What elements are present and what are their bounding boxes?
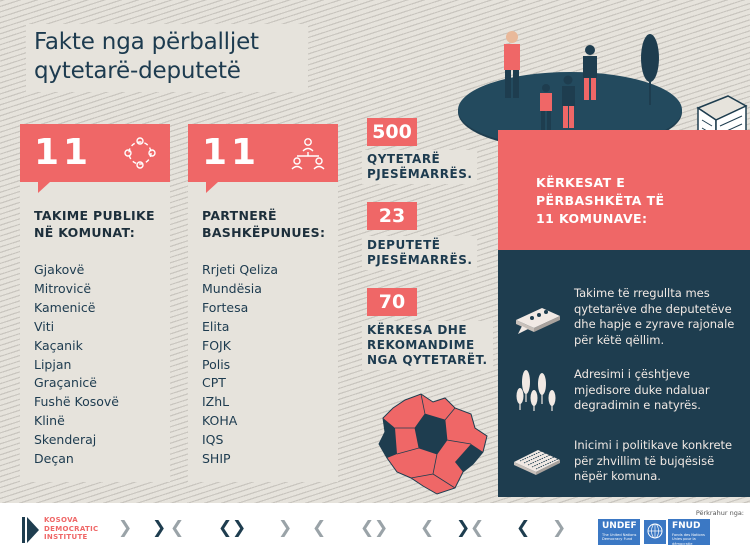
chevron-right-icon: ❯ [374, 518, 389, 538]
supported-by-label: Përkrahur nga: [695, 509, 744, 517]
common-requests-title: KËRKESAT E PËRBASHKËTA TË 11 KOMUNAVE: [536, 175, 665, 226]
chevron-left-icon: ❮ [420, 518, 435, 538]
common-requests-header [498, 130, 750, 250]
deputies-label: DEPUTETË PJESËMARRËS. [362, 236, 477, 270]
list-item: Gjakovë [34, 262, 85, 277]
list-item: Rrjeti Qeliza [202, 262, 279, 277]
chevron-left-icon: ❮ [218, 518, 233, 538]
list-item: Viti [34, 318, 55, 334]
partners-card [188, 124, 338, 482]
chevron-left-icon: ❮ [516, 518, 531, 538]
list-item: Fortesa [202, 299, 249, 315]
chevron-right-icon: ❯ [278, 518, 293, 538]
request-item-3: Inicimi i politikave konkrete për zhvillim të bujqësisë nëpër komuna. [574, 438, 733, 483]
list-item: Kaçanik [34, 337, 83, 353]
undef-logo: UNDEF The United Nations Democracy Fund [598, 519, 640, 545]
deputies-count: 23 [367, 202, 417, 230]
farm-field-icon [512, 440, 562, 476]
list-item: Mitrovicë [34, 280, 92, 296]
fnud-logo: FNUD Fonds des Nations Unies pour la démocratie [668, 519, 710, 545]
list-item: Skenderaj [34, 432, 97, 448]
un-emblem-icon [644, 520, 666, 544]
list-item: IZhL [202, 394, 230, 410]
list-item: Klinë [34, 413, 65, 429]
footer [0, 503, 750, 555]
meetings-count: 11 [34, 132, 93, 173]
people-circle-icon [122, 135, 158, 171]
title-box [26, 24, 308, 92]
list-item: Graçanicë [34, 375, 97, 391]
municipality-list [34, 261, 119, 469]
title-line-2: qytetarë-deputetë [34, 58, 241, 84]
partner-list [202, 261, 278, 469]
list-item: Fushë Kosovë [34, 394, 119, 410]
list-item: IQS [202, 432, 224, 448]
request-item-1: Takime të rregullta mes qytetarëve dhe deputetëve dhe hapje e zyrave rajonale për këtë qëllim. [574, 286, 735, 347]
page-title [34, 28, 300, 86]
list-item: KOHA [202, 413, 238, 429]
partners-card-header [188, 124, 338, 182]
requests-count: 70 [367, 288, 417, 316]
chevron-left-icon: ❮ [360, 518, 375, 538]
list-item: SHIP [202, 451, 231, 467]
meetings-card [20, 124, 170, 482]
citizens-count: 500 [367, 118, 417, 146]
citizens-label: QYTETARË PJESËMARRËS. [362, 150, 477, 184]
list-item: Mundësia [202, 280, 262, 296]
common-requests-list [498, 250, 750, 497]
list-item: Kamenicë [34, 299, 96, 315]
chevron-left-icon: ❮ [470, 518, 485, 538]
chevron-right-icon: ❯ [152, 518, 167, 538]
requests-label: KËRKESA DHE REKOMANDIME NGA QYTETARËT. [362, 321, 493, 370]
partners-title: PARTNERË BASHKËPUNUES: [202, 208, 326, 240]
list-item: Lipjan [34, 356, 72, 372]
list-item: Elita [202, 318, 230, 334]
list-item: CPT [202, 375, 226, 391]
chevron-right-icon: ❯ [118, 518, 133, 538]
title-line-1: Fakte nga përballjet [34, 29, 259, 55]
chevron-right-icon: ❯ [232, 518, 247, 538]
chevron-right-icon: ❯ [552, 518, 567, 538]
kdi-logo-text: KOSOVA DEMOCRATIC INSTITUTE [44, 516, 99, 541]
network-people-icon [290, 135, 326, 171]
kosovo-map [375, 392, 490, 497]
chevron-left-icon: ❮ [170, 518, 185, 538]
request-item-2: Adresimi i çështjeve mjedisore duke ndaluar degradimin e natyrës. [574, 367, 710, 412]
partners-count: 11 [202, 132, 261, 173]
list-item: FOJK [202, 337, 231, 353]
list-item: Deçan [34, 451, 74, 467]
chevron-left-icon: ❮ [312, 518, 327, 538]
chevron-right-icon: ❯ [456, 518, 471, 538]
trees-icon [512, 368, 562, 412]
speech-bubble-icon [512, 302, 564, 336]
meetings-card-header [20, 124, 170, 182]
meetings-title: TAKIME PUBLIKE NË KOMUNAT: [34, 208, 155, 240]
kdi-logo-icon [22, 517, 40, 543]
list-item: Polis [202, 356, 231, 372]
